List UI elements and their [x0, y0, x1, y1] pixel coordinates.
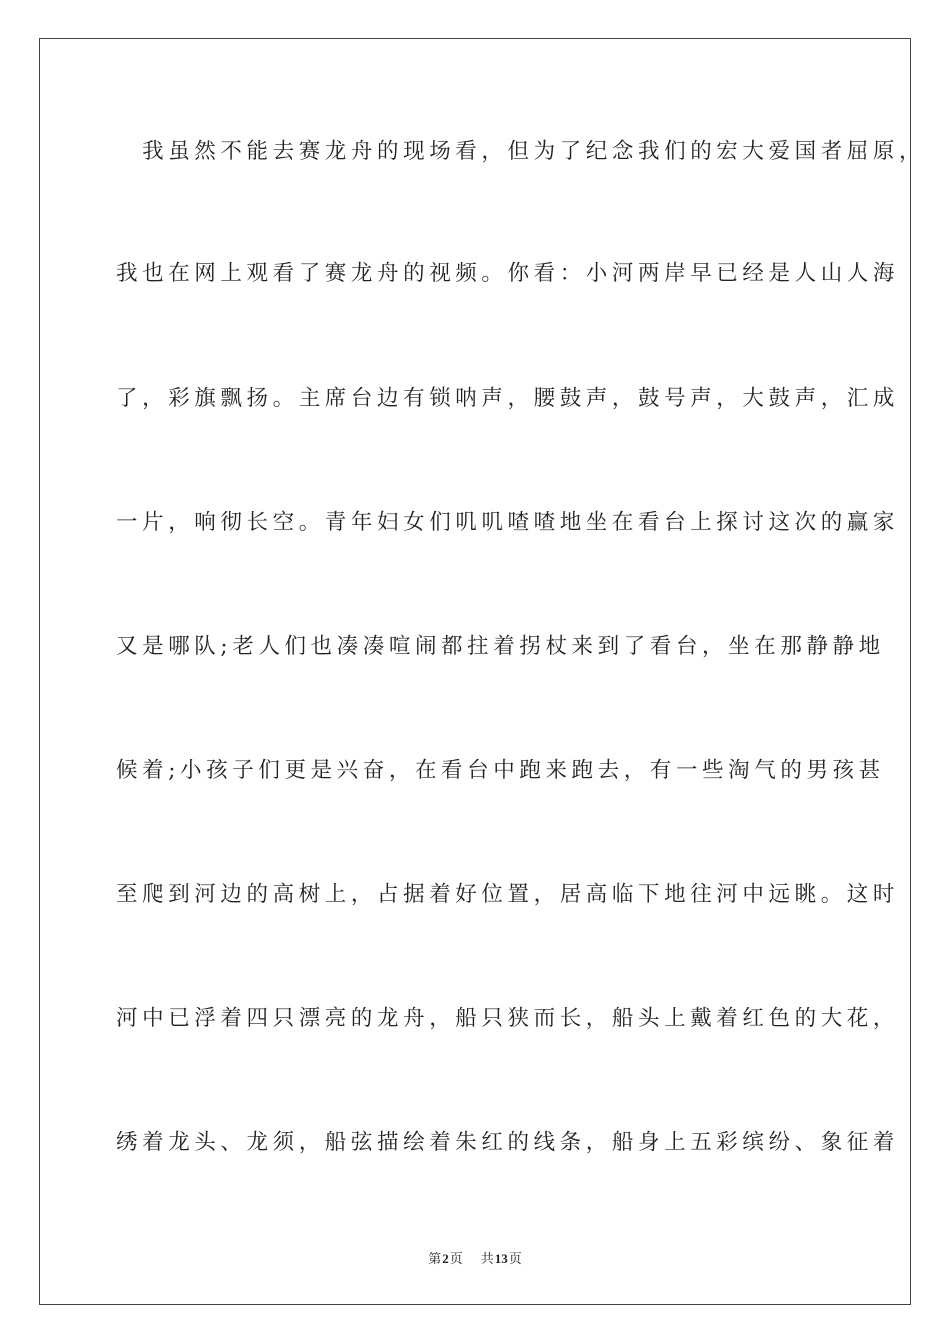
text-line-4: 一片，响彻长空。青年妇女们叽叽喳喳地坐在看台上探讨这次的赢家 [116, 510, 900, 535]
page-number: 2 [442, 1251, 449, 1266]
text-line-3: 了，彩旗飘扬。主席台边有锁呐声，腰鼓声，鼓号声，大鼓声，汇成 [116, 386, 900, 411]
text-line-2: 我也在网上观看了赛龙舟的视频。你看：小河两岸早已经是人山人海 [116, 261, 900, 286]
text-line-8: 河中已浮着四只漂亮的龙舟，船只狭而长，船头上戴着红色的大花， [116, 1006, 900, 1031]
total-pages: 13 [494, 1251, 508, 1266]
text-line-7: 至爬到河边的高树上，占据着好位置，居高临下地往河中远眺。这时 [116, 882, 900, 907]
page-suffix: 页 [449, 1251, 463, 1266]
total-suffix: 页 [508, 1251, 522, 1266]
text-line-1: 我虽然不能去赛龙舟的现场看，但为了纪念我们的宏大爱国者屈原， [116, 139, 926, 164]
text-line-9: 绣着龙头、龙须，船弦描绘着朱红的线条，船身上五彩缤纷、象征着 [116, 1130, 900, 1155]
text-line-6: 候着;小孩子们更是兴奋，在看台中跑来跑去，有一些淘气的男孩甚 [116, 758, 885, 783]
page-frame [39, 38, 911, 1305]
total-prefix: 共 [480, 1251, 494, 1266]
text-line-5: 又是哪队;老人们也凑凑喧闹都拄着拐杖来到了看台，坐在那静静地 [116, 634, 885, 659]
page-footer [0, 1248, 950, 1267]
page-prefix: 第 [428, 1251, 442, 1266]
